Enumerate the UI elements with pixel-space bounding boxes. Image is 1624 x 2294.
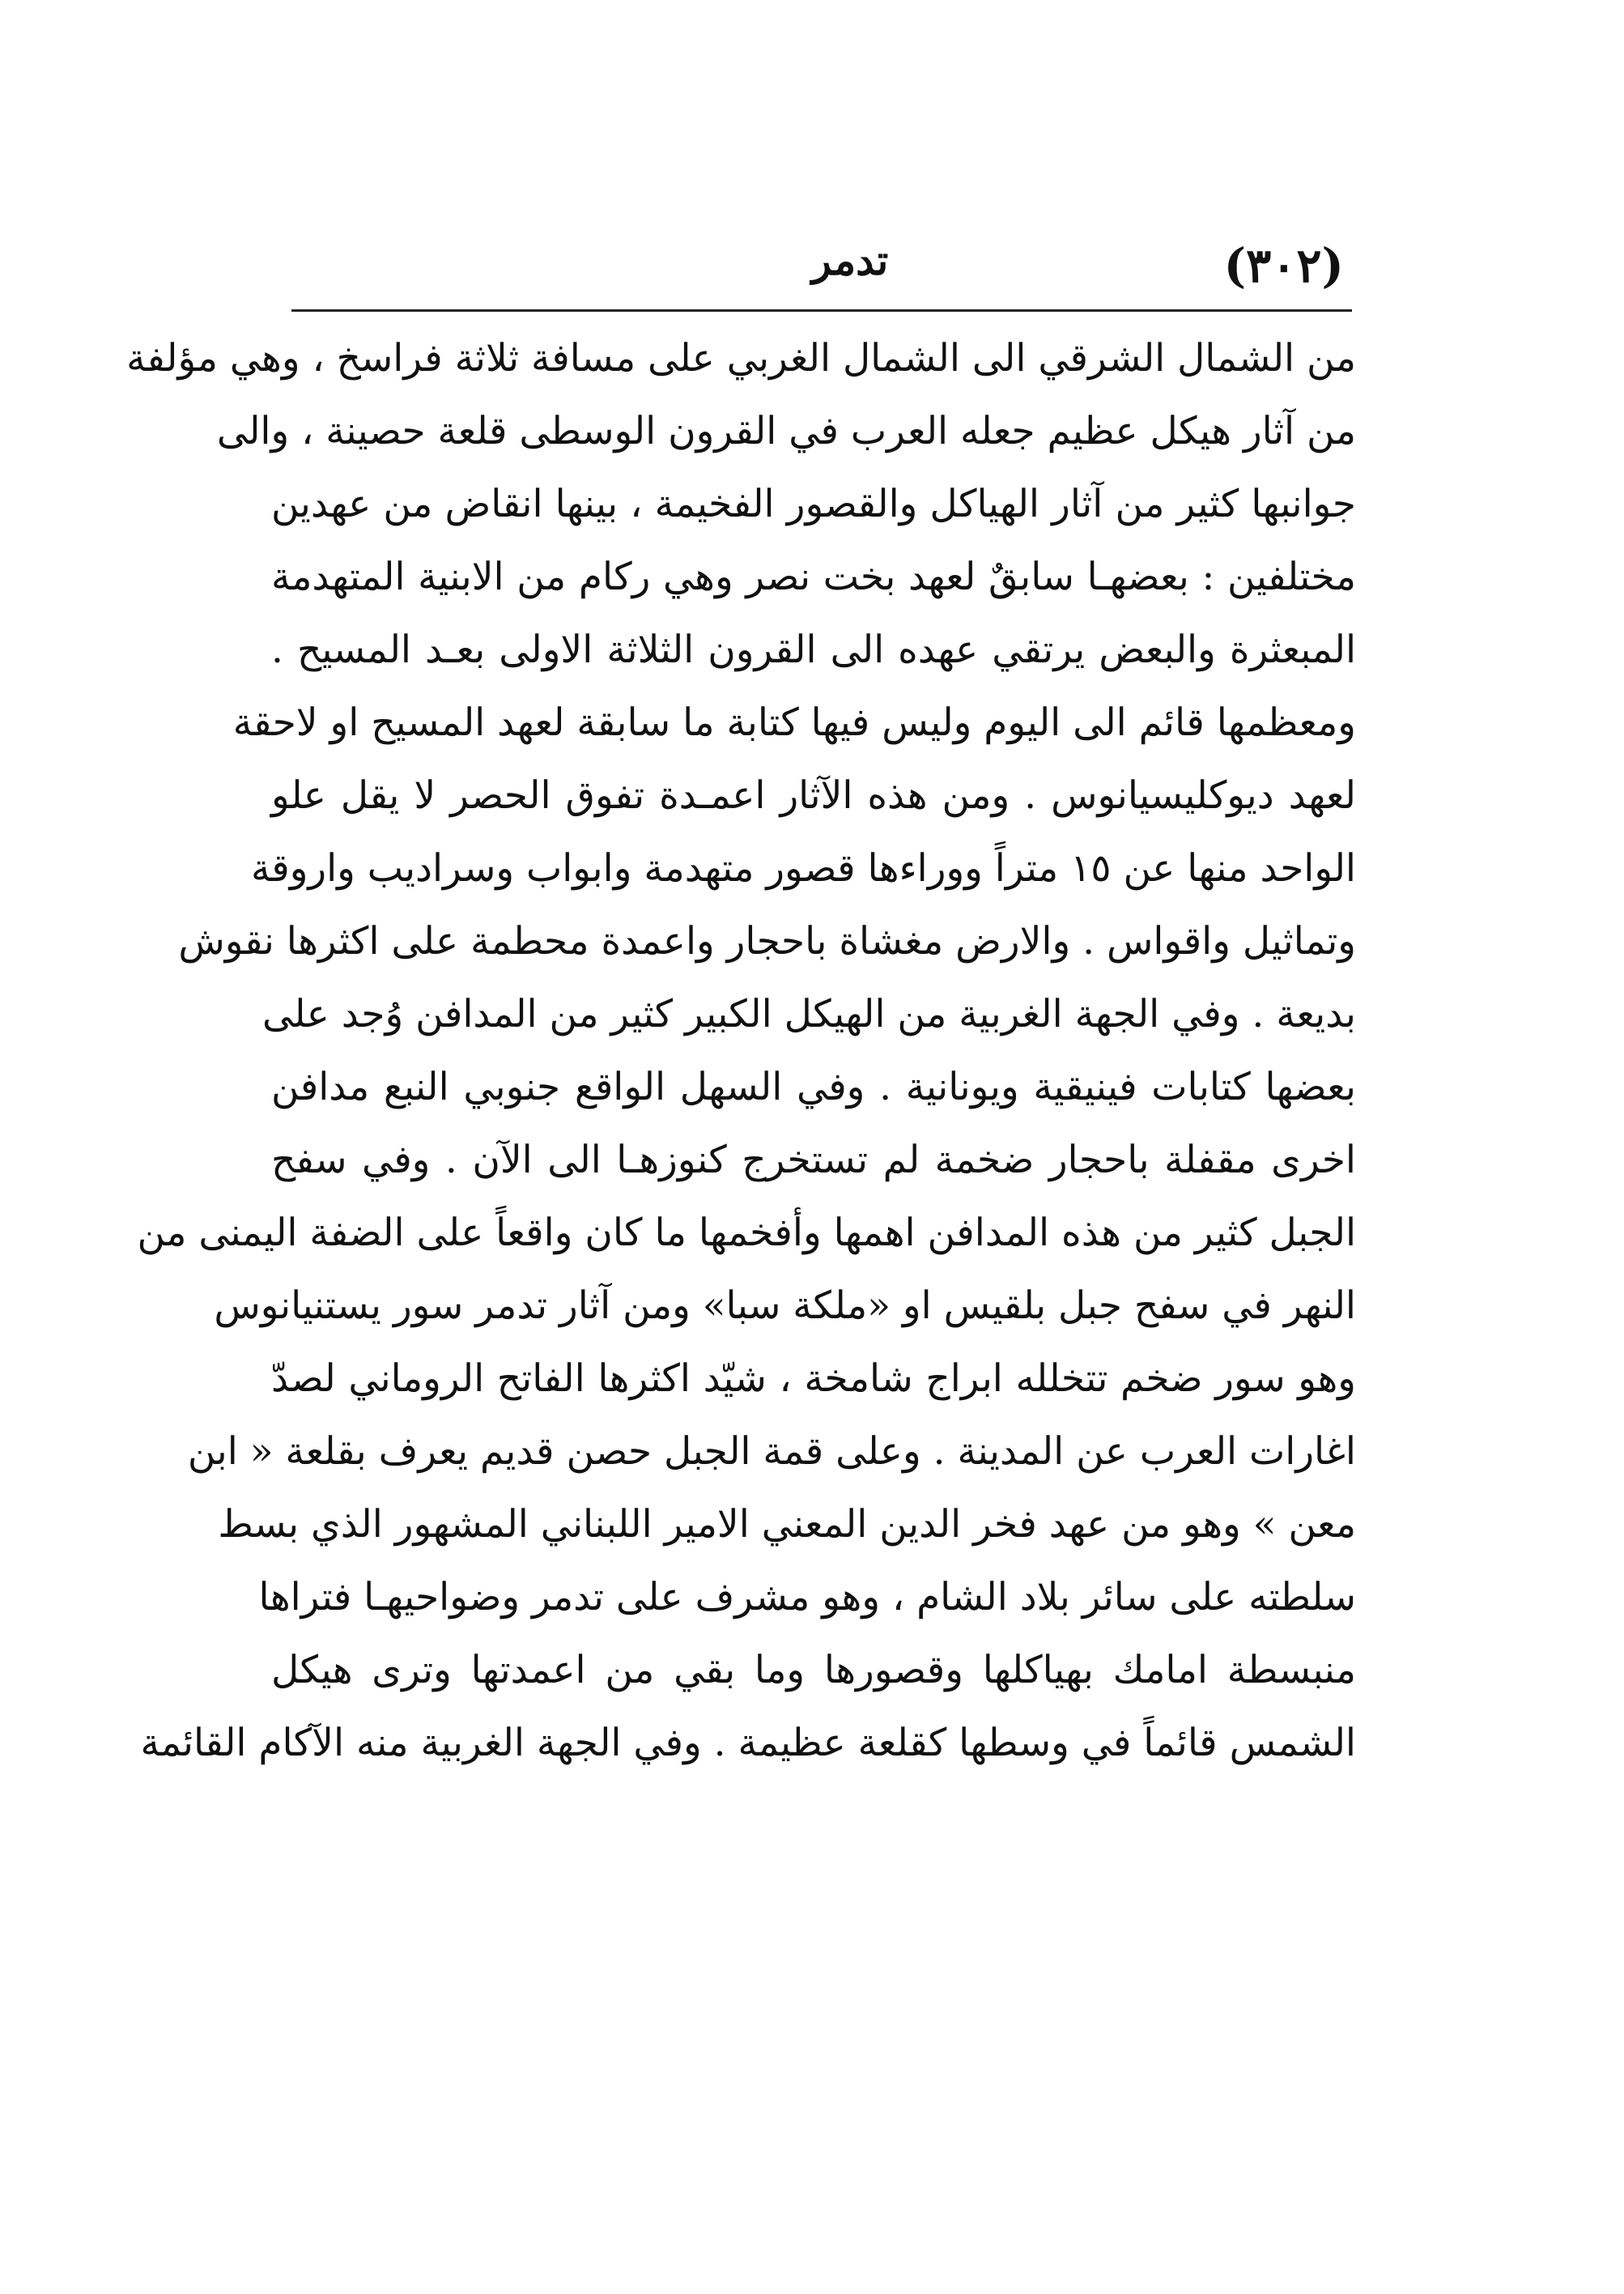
text-line: الواحد منها عن ١٥ متراً ووراءها قصور متهدمة وابواب وسراديب واروقة bbox=[251, 846, 1356, 891]
text-line: معن » وهو من عهد فخر الدين المعني الامير اللبناني المشهور الذي بسط bbox=[218, 1502, 1356, 1547]
running-title: تدمر bbox=[811, 236, 889, 284]
text-line: وهو سور ضخم تتخلله ابراج شامخة ، شيّد اكثرها الفاتح الروماني لصدّ bbox=[271, 1356, 1356, 1401]
page-number: (٣٠٢) bbox=[1223, 238, 1344, 293]
text-line: المبعثرة والبعض يرتقي عهده الى القرون الثلاثة الاولى بعـد المسيح . bbox=[271, 628, 1356, 672]
text-line: بعضها كتابات فينيقية ويونانية . وفي السهل الواقع جنوبي النبع مدافن bbox=[271, 1065, 1356, 1109]
text-line: اغارات العرب عن المدينة . وعلى قمة الجبل حصن قديم يعرف بقلعة « ابن bbox=[187, 1429, 1356, 1474]
text-line: من آثار هيكل عظيم جعله العرب في القرون الوسطى قلعة حصينة ، والى bbox=[216, 409, 1356, 453]
text-line: النهر في سفح جبل بلقيس او «ملكة سبا» ومن آثار تدمر سور يستنيانوس bbox=[214, 1283, 1356, 1328]
text-line: ومعظمها قائم الى اليوم وليس فيها كتابة ما سابقة لعهد المسيح او لاحقة bbox=[232, 700, 1356, 745]
text-line: اخرى مقفلة باحجار ضخمة لم تستخرج كنوزهـا الى الآن . وفي سفح bbox=[271, 1138, 1356, 1182]
body-text bbox=[126, 322, 1356, 1780]
text-line: بديعة . وفي الجهة الغربية من الهيكل الكبير كثير من المدافن وُجد على bbox=[262, 992, 1356, 1036]
text-line: الجبل كثير من هذه المدافن اهمها وأفخمها ما كان واقعاً على الضفة اليمنى من bbox=[137, 1211, 1356, 1255]
page-header bbox=[291, 228, 1344, 309]
text-line: من الشمال الشرقي الى الشمال الغربي على مسافة ثلاثة فراسخ ، وهي مؤلفة bbox=[126, 336, 1356, 381]
text-line: جوانبها كثير من آثار الهياكل والقصور الفخيمة ، بينها انقاض من عهدين bbox=[271, 482, 1356, 526]
text-line: منبسطة امامك بهياكلها وقصورها وما بقي من اعمدتها وترى هيكل bbox=[271, 1648, 1356, 1692]
header-rule bbox=[291, 309, 1352, 312]
text-line: لعهد ديوكليسيانوس . ومن هذه الآثار اعمـدة تفوق الحصر لا يقل علو bbox=[271, 773, 1356, 818]
text-line: سلطته على سائر بلاد الشام ، وهو مشرف على تدمر وضواحيهـا فتراها bbox=[258, 1575, 1356, 1619]
text-line: مختلفين : بعضهـا سابقٌ لعهد بخت نصر وهي ركام من الابنية المتهدمة bbox=[271, 555, 1356, 599]
text-line: وتماثيل واقواس . والارض مغشاة باحجار واعمدة محطمة على اكثرها نقوش bbox=[178, 919, 1356, 964]
text-line: الشمس قائماً في وسطها كقلعة عظيمة . وفي الجهة الغربية منه الآكام القائمة bbox=[140, 1721, 1356, 1765]
